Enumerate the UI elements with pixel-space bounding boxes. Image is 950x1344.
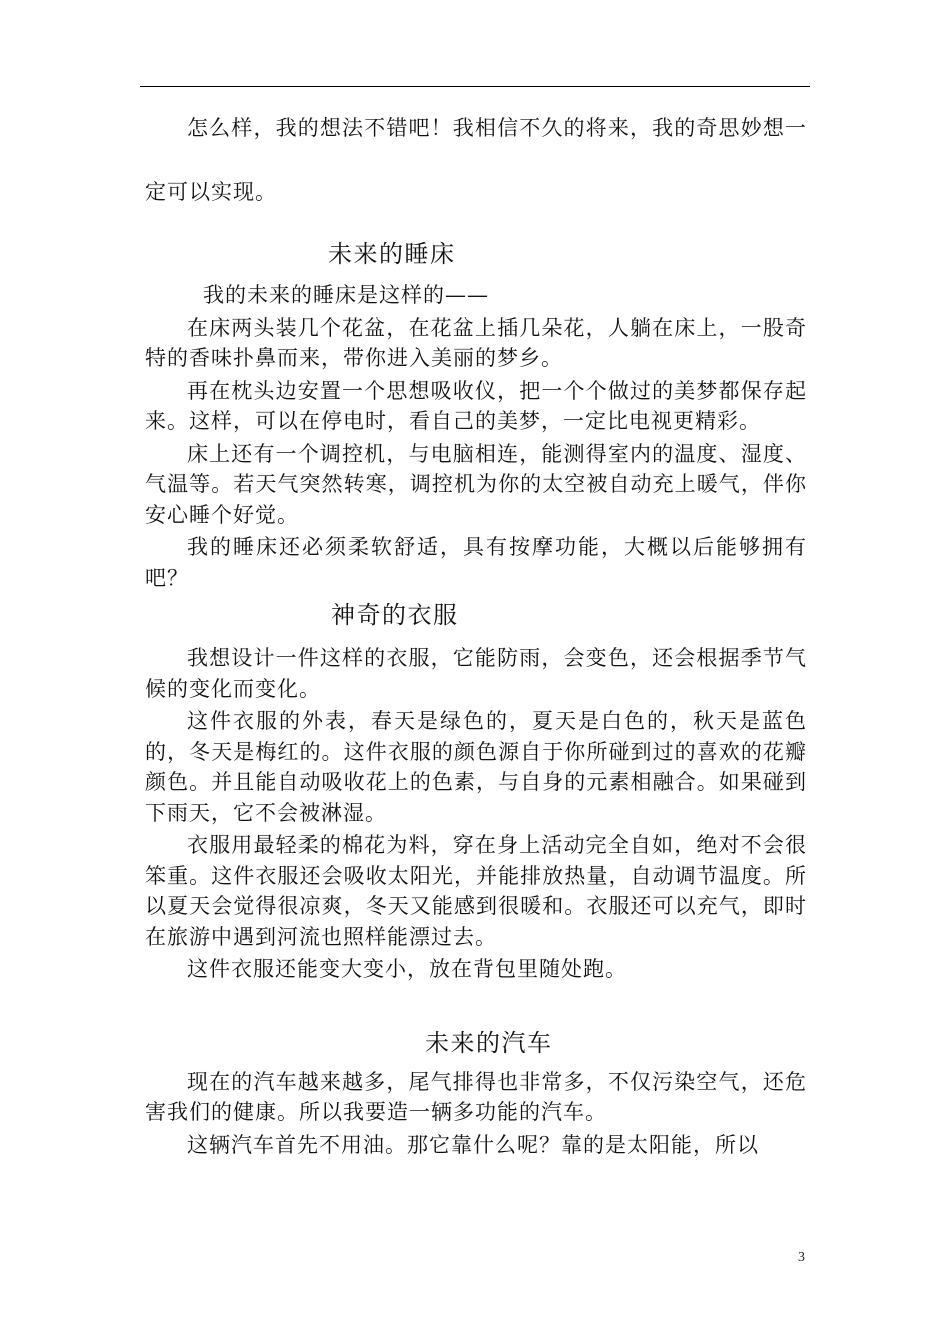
section-title-car: 未来的汽车: [425, 1028, 553, 1057]
section-title-bed: 未来的睡床: [328, 240, 456, 268]
paragraph: 床上还有一个调控机，与电脑相连，能测得室内的温度、湿度、气温等。若天气突然转寒，调控机为你的太空被自动充上暖气，伴你安心睡个好觉。: [145, 441, 807, 527]
paragraph: 我想设计一件这样的衣服，它能防雨，会变色，还会根据季节气候的变化而变化。: [145, 646, 807, 701]
paragraph: 这辆汽车首先不用油。那它靠什么呢？靠的是太阳能，所以: [187, 1132, 759, 1157]
document-body: [145, 112, 807, 1162]
header-rule: [140, 86, 810, 87]
paragraph: 现在的汽车越来越多，尾气排得也非常多，不仅污染空气，还危害我们的健康。所以我要造一辆多功能的汽车。: [145, 1069, 807, 1124]
page-number: 3: [798, 1250, 805, 1265]
section-title-clothes: 神奇的衣服: [331, 601, 459, 629]
paragraph: 衣服用最轻柔的棉花为料，穿在身上活动完全自如，绝对不会很笨重。这件衣服还会吸收太阳光，并能排放热量，自动调节温度。所以夏天会觉得很凉爽，冬天又能感到很暖和。衣服还可以充气，即时在旅游中遇到河流也照样能漂过去。: [145, 833, 807, 949]
paragraph: 在床两头装几个花盆，在花盆上插几朵花，人躺在床上，一股奇特的香味扑鼻而来，带你进入美丽的梦乡。: [145, 315, 807, 370]
paragraph: 我的睡床还必须柔软舒适，具有按摩功能，大概以后能够拥有吧？: [145, 535, 807, 590]
paragraph: 这件衣服还能变大变小，放在背包里随处跑。: [187, 957, 627, 981]
section-intro: 我的未来的睡床是这样的——: [203, 283, 489, 307]
paragraph: 再在枕头边安置一个思想吸收仪，把一个个做过的美梦都保存起来。这样，可以在停电时，看自己的美梦，一定比电视更精彩。: [145, 378, 807, 433]
paragraph: 怎么样，我的想法不错吧！我相信不久的将来，我的奇思妙想一定可以实现。: [145, 116, 807, 204]
paragraph: 这件衣服的外表，春天是绿色的，夏天是白色的，秋天是蓝色的，冬天是梅红的。这件衣服的颜色源自于你所碰到过的喜欢的花瓣颜色。并且能自动吸收花上的色素，与自身的元素相融合。如果碰到下雨天，它不会被淋湿。: [145, 709, 807, 825]
